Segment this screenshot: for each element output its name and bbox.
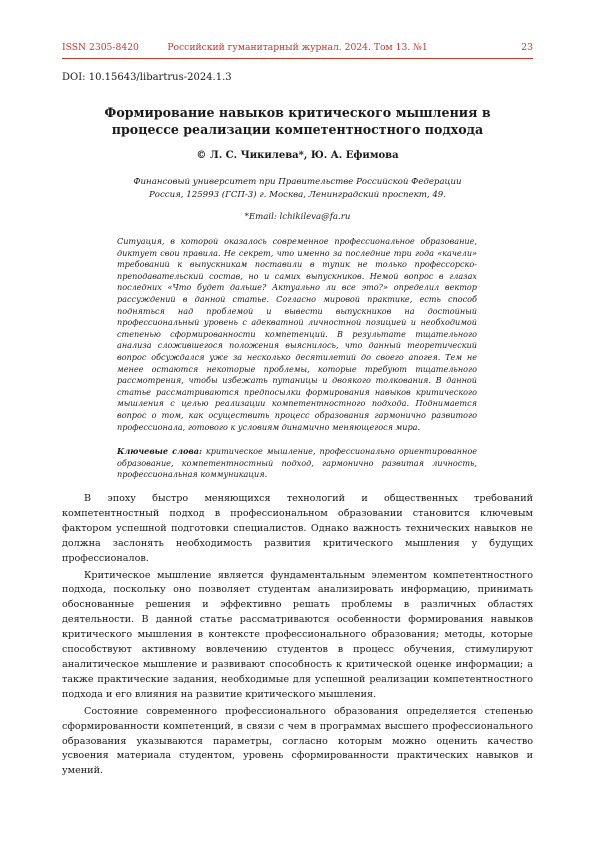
article-title: Формирование навыков критического мышления в процессе реализации компетентностного подхода [104,105,491,137]
keywords-label: Ключевые слова: [117,446,202,456]
keywords [117,446,477,481]
authors: © Л. С. Чикилева*, Ю. А. Ефимова [196,150,399,161]
author-email: *Email: lchikileva@fa.ru [244,212,351,222]
page-number: 23 [521,42,533,53]
paragraph: Критическое мышление является фундаментальным элементом компетентностного подхода, поскольку оно позволяет студентам анализировать информацию, принимать обоснованные решения и эффективно решать проблемы в различных областях деятельности. В данной статье рассматриваются особенности формирования навыков критического мышления в контексте профессионального образования; методы, которые способствуют активному вовлечению студентов в процесс обучения, стимулируют аналитическое мышление и развивают способность к критической оценке информации; а также практические задания, необходимые для успешной реализации компетентностного подхода и его влияния на развитие критического мышления. [62,569,533,700]
body-text [62,492,533,781]
issn: ISSN 2305-8420 [62,42,139,53]
journal-title: Российский гуманитарный журнал. 2024. Том 13. №1 [167,42,428,53]
header-divider [62,58,533,59]
affiliation-line: Россия, 125993 (ГСП-3) г. Москва, Ленинградский проспект, 49. [148,190,447,200]
doi: DOI: 10.15643/libartrus-2024.1.3 [62,72,232,83]
paragraph: В эпоху быстро меняющихся технологий и общественных требований компетентностный подход в профессиональном образовании становится ключевым фактором успешной подготовки специалистов. Однако важность технических навыков не должна заслонять необходимость развития критического мышления у будущих профессионалов. [62,493,533,564]
affiliation [130,176,465,202]
affiliation-line: Финансовый университет при Правительстве Российской Федерации [133,177,462,187]
keywords-text: критическое мышление, профессионально ориентированное образование, компетентностный подход, гармонично развитая личность, профессиональная коммуникация. [117,446,477,480]
running-header [62,42,533,58]
abstract: Ситуация, в которой оказалось современное профессиональное образование, диктует свои правила. Не секрет, что именно за последние три года «качели» требований к выпускникам поставили в тупик не только профессорско-преподавательский состав, но и самих выпускников. Немой вопрос в глазах последних «Что будет дальше? Актуально ли все это?» определил вектор рассуждений в данной статье. Согласно мировой практике, есть способ подняться над проблемой и вывести выпускников на достойный профессиональный уровень с адекватной личностной позицией и необходимой степенью сформированности компетенций. В результате тщательного анализа сложившегося положения выяснилось, что данный теоретический вопрос обсуждался уже за несколько десятилетий до своего апогея. Тем не менее остаются некоторые проблемы, которые требуют тщательного рассмотрения, чтобы избежать путаницы и двоякого толкования. В данной статье рассматриваются предпосылки формирования навыков критического мышления с целью реализации компетентностного подхода. Поднимается вопрос о том, как осуществить процесс образования гармонично развитого профессионала, готового к условиям динамично меняющегося мира. [117,236,477,432]
paragraph: Состояние современного профессионального образования определяется степенью сформированности компетенций, в связи с чем в программах высшего профессионального образования указываются параметры, согласно которым можно оценить качество усвоения материала студентом, уровень сформированности практических навыков и умений. [62,705,533,777]
